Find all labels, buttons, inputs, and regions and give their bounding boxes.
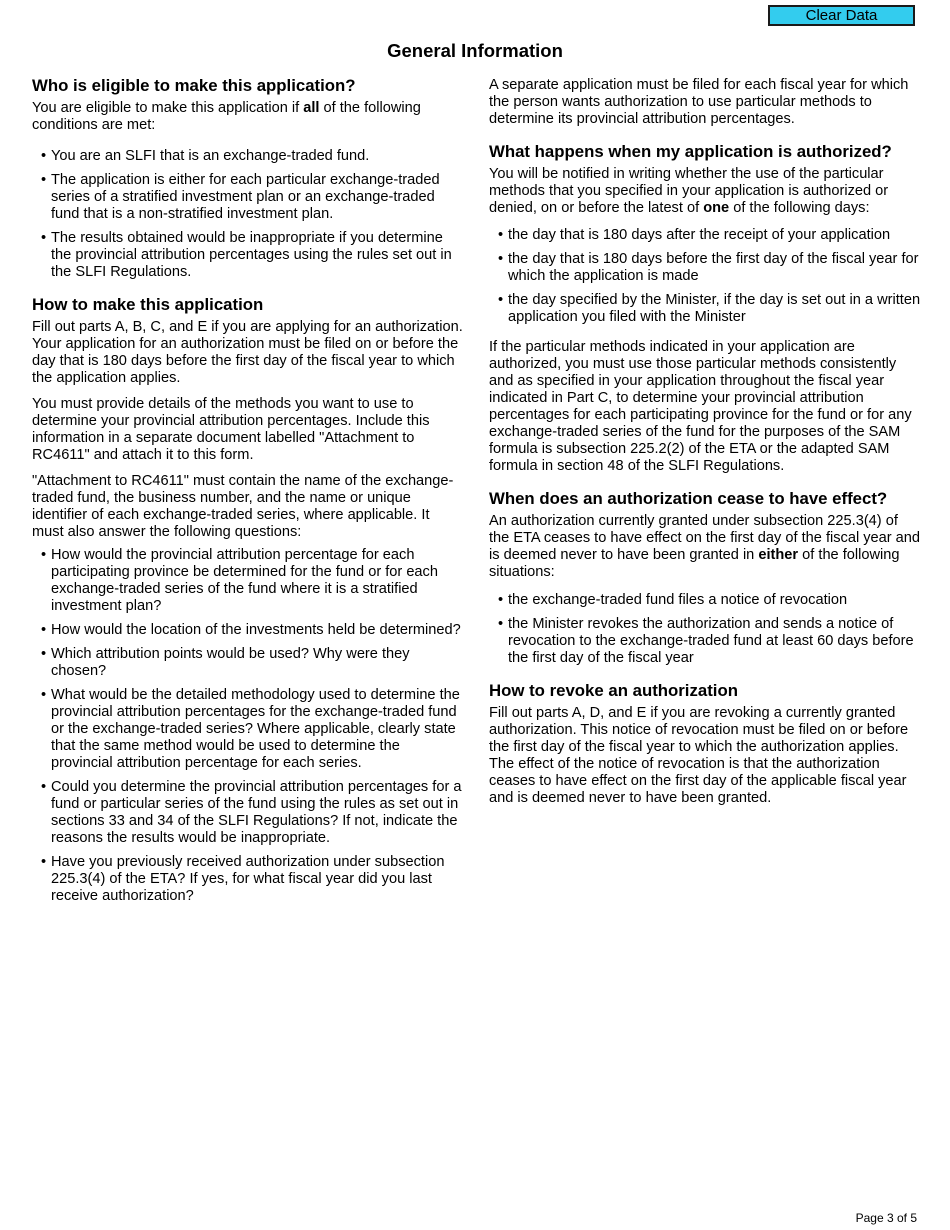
list-item: • What would be the detailed methodology used to determine the provincial attribution percentages for the exchange-traded fund or the exchange-traded series? Where applicable, clearly state that the same method would be used to determine the provincial attribution percentage for each series. — [41, 687, 460, 771]
cease-heading: When does an authorization cease to have effect? — [489, 489, 888, 508]
separate-application-note: A separate application must be filed for each fiscal year for which the person wants authorization to use particular methods to determine its provincial attribution percentages. — [489, 77, 909, 127]
how-to-apply-p2: You must provide details of the methods you want to use to determine your provincial attribution percentages. Include this information in a separate document labelled "Attachment to RC4611" and attach it to this form. — [32, 396, 430, 463]
list-item: • Have you previously received authorization under subsection 225.3(4) of the ETA? If yes, for what fiscal year did you last receive authorization? — [41, 854, 445, 904]
list-item: • the day that is 180 days before the first day of the fiscal year for which the application is made — [498, 251, 919, 284]
page-number: Page 3 of 5 — [855, 1211, 917, 1225]
authorized-intro: You will be notified in writing whether the use of the particular methods that you specified in your application is authorized or denied, on or before the latest of one of the following days: — [489, 166, 889, 216]
left-column — [32, 76, 464, 913]
revoke-p1: Fill out parts A, D, and E if you are revoking a currently granted authorization. This notice of revocation must be filed on or before the first day of the fiscal year to which the authorization applies. The effect of the notice of revocation is that the authorization ceases to have effect on the first day of the applicable fiscal year and is deemed never to have been granted. — [489, 705, 909, 806]
page-title: General Information — [387, 40, 563, 61]
list-item: • the day that is 180 days after the receipt of your application — [498, 227, 891, 243]
notification-days-list — [489, 227, 921, 326]
questions-list — [32, 547, 464, 905]
how-to-apply-heading: How to make this application — [32, 295, 264, 314]
list-item: • The results obtained would be inappropriate if you determine the provincial attribution percentages using the rules set out in the SLFI Regulations. — [41, 230, 452, 280]
how-to-apply-section — [32, 295, 464, 905]
authorized-p2: If the particular methods indicated in your application are authorized, you must use those particular methods consistently and as specified in your application throughout the fiscal year indicated in Part C, to determine your provincial attribution percentages for each participating province for the fund or for any exchange-traded series of the fund for the purposes of the SAM formula is subsection 225.2(2) of the ETA or the adapted SAM formula in section 48 of the SLFI Regulations. — [489, 339, 912, 474]
eligibility-list — [32, 148, 464, 281]
eligibility-heading: Who is eligible to make this application? — [32, 76, 356, 95]
list-item: • the Minister revokes the authorization and sends a notice of revocation to the exchange-traded fund at least 60 days before the first day of the fiscal year — [498, 616, 914, 666]
cease-intro: An authorization currently granted under subsection 225.3(4) of the ETA ceases to have effect on the first day of the fiscal year and is deemed never to have been granted in either of the following situations: — [489, 513, 921, 580]
clear-data-button[interactable]: Clear Data — [768, 5, 915, 26]
list-item: • the day specified by the Minister, if the day is set out in a written application you filed with the Minister — [498, 292, 921, 325]
right-column — [489, 77, 921, 816]
list-item: • The application is either for each particular exchange-traded series of a stratified investment plan or an exchange-traded fund that is a non-stratified investment plan. — [41, 172, 440, 222]
eligibility-section — [32, 76, 464, 281]
eligibility-intro: You are eligible to make this application if all of the following conditions are met: — [32, 100, 421, 133]
cease-situations-list — [489, 592, 921, 667]
cease-section — [489, 489, 921, 667]
list-item: • the exchange-traded fund files a notice of revocation — [498, 592, 848, 608]
list-item: • Could you determine the provincial attribution percentages for a fund or particular series of the fund using the rules as set out in sections 33 and 34 of the SLFI Regulations? If not, indicate the reasons the results would be inappropriate. — [41, 779, 462, 846]
authorized-section — [489, 142, 921, 475]
list-item: • You are an SLFI that is an exchange-traded fund. — [41, 148, 370, 164]
list-item: • Which attribution points would be used? Why were they chosen? — [41, 646, 410, 679]
revoke-heading: How to revoke an authorization — [489, 681, 738, 700]
how-to-apply-p1: Fill out parts A, B, C, and E if you are applying for an authorization. Your application for an authorization must be filed on or before the day that is 180 days before the first day of the fiscal year to which the application applies. — [32, 319, 463, 386]
how-to-apply-p3: "Attachment to RC4611" must contain the name of the exchange-traded fund, the business number, and the name or unique identifier of each exchange-traded series, where applicable. It must also answer the following questions: — [32, 473, 454, 540]
list-item: • How would the provincial attribution percentage for each participating province be determined for the fund or for each exchange-traded series of the fund where it is a stratified investment plan? — [41, 547, 438, 614]
list-item: • How would the location of the investments held be determined? — [41, 622, 461, 638]
authorized-heading: What happens when my application is authorized? — [489, 142, 892, 161]
revoke-section — [489, 681, 921, 807]
